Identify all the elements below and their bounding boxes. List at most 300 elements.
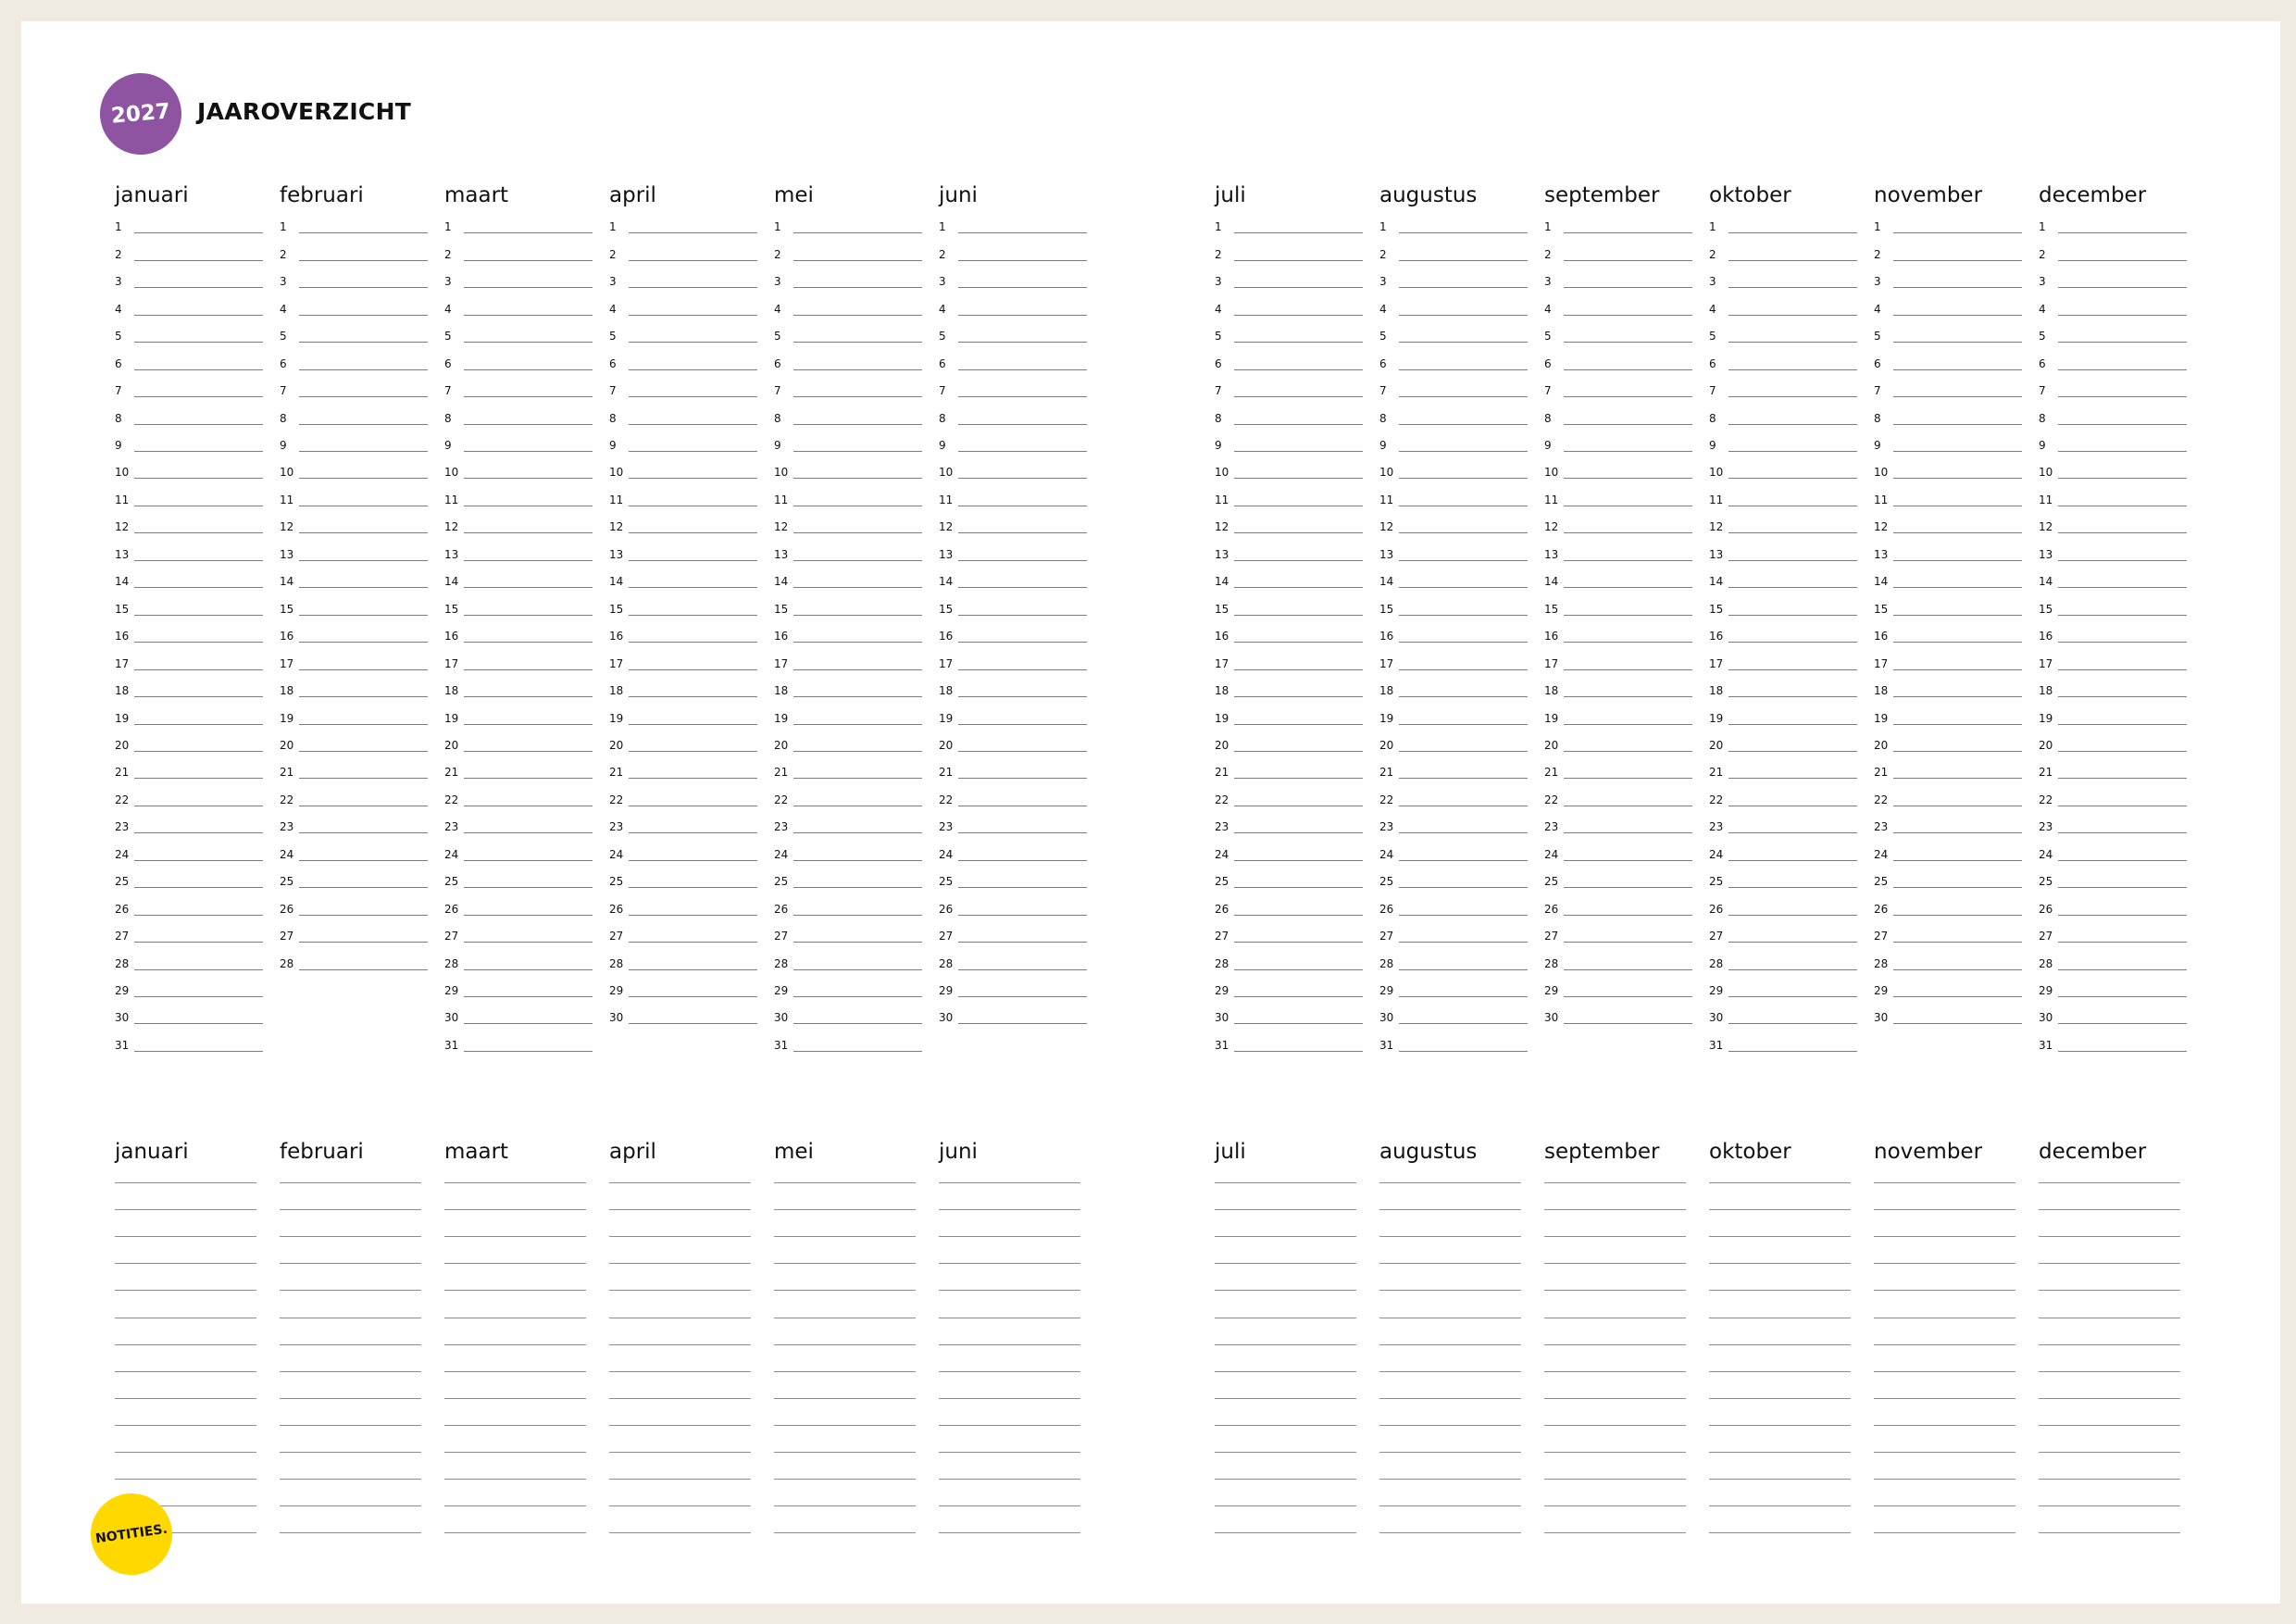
day-row[interactable] xyxy=(939,755,1087,781)
day-row[interactable] xyxy=(444,536,593,563)
day-write-line[interactable] xyxy=(1893,315,2022,316)
day-row[interactable] xyxy=(1709,700,1857,727)
note-line[interactable] xyxy=(444,1290,586,1291)
note-line[interactable] xyxy=(939,1371,1080,1372)
day-write-line[interactable] xyxy=(629,424,757,425)
day-write-line[interactable] xyxy=(299,915,428,916)
day-write-line[interactable] xyxy=(1399,915,1528,916)
day-write-line[interactable] xyxy=(1234,232,1363,233)
day-row[interactable] xyxy=(1709,373,1857,400)
day-row[interactable] xyxy=(939,973,1087,1000)
day-write-line[interactable] xyxy=(793,969,922,970)
day-row[interactable] xyxy=(1544,1000,1692,1027)
day-write-line[interactable] xyxy=(134,342,263,343)
note-line[interactable] xyxy=(2039,1505,2180,1506)
day-write-line[interactable] xyxy=(464,260,593,261)
day-row[interactable] xyxy=(1379,836,1528,863)
day-row[interactable] xyxy=(115,836,263,863)
day-write-line[interactable] xyxy=(1399,342,1528,343)
day-row[interactable] xyxy=(774,345,922,372)
day-write-line[interactable] xyxy=(793,560,922,561)
day-write-line[interactable] xyxy=(1399,1051,1528,1052)
day-row[interactable] xyxy=(774,945,922,972)
day-row[interactable] xyxy=(1874,673,2022,700)
day-write-line[interactable] xyxy=(1893,915,2022,916)
note-line[interactable] xyxy=(1215,1344,1356,1345)
note-line[interactable] xyxy=(939,1290,1080,1291)
day-row[interactable] xyxy=(115,291,263,318)
note-line[interactable] xyxy=(115,1182,256,1183)
day-write-line[interactable] xyxy=(958,996,1087,997)
day-write-line[interactable] xyxy=(134,396,263,397)
day-row[interactable] xyxy=(1874,973,2022,1000)
day-row[interactable] xyxy=(444,345,593,372)
day-row[interactable] xyxy=(444,1000,593,1027)
day-write-line[interactable] xyxy=(1399,969,1528,970)
day-row[interactable] xyxy=(2039,482,2187,509)
note-line[interactable] xyxy=(939,1452,1080,1453)
note-line[interactable] xyxy=(609,1236,751,1237)
day-row[interactable] xyxy=(939,645,1087,672)
day-write-line[interactable] xyxy=(629,751,757,752)
day-row[interactable] xyxy=(1709,455,1857,481)
day-row[interactable] xyxy=(774,373,922,400)
day-row[interactable] xyxy=(1215,673,1363,700)
day-row[interactable] xyxy=(280,755,428,781)
day-row[interactable] xyxy=(774,618,922,645)
day-write-line[interactable] xyxy=(1399,832,1528,833)
note-line[interactable] xyxy=(609,1371,751,1372)
day-row[interactable] xyxy=(1215,945,1363,972)
day-row[interactable] xyxy=(609,700,757,727)
day-write-line[interactable] xyxy=(134,642,263,643)
day-write-line[interactable] xyxy=(134,587,263,588)
day-write-line[interactable] xyxy=(1893,287,2022,288)
day-row[interactable] xyxy=(1874,755,2022,781)
day-write-line[interactable] xyxy=(958,887,1087,888)
day-write-line[interactable] xyxy=(134,478,263,479)
day-row[interactable] xyxy=(1215,428,1363,455)
day-row[interactable] xyxy=(1379,864,1528,891)
day-row[interactable] xyxy=(115,755,263,781)
day-write-line[interactable] xyxy=(958,751,1087,752)
day-write-line[interactable] xyxy=(1234,778,1363,779)
note-line[interactable] xyxy=(1874,1236,2015,1237)
day-write-line[interactable] xyxy=(2058,860,2187,861)
day-row[interactable] xyxy=(1709,509,1857,536)
day-row[interactable] xyxy=(1544,973,1692,1000)
note-line[interactable] xyxy=(609,1263,751,1264)
note-line[interactable] xyxy=(1379,1398,1521,1399)
day-write-line[interactable] xyxy=(1564,260,1692,261)
day-write-line[interactable] xyxy=(1893,232,2022,233)
day-write-line[interactable] xyxy=(1399,369,1528,370)
day-write-line[interactable] xyxy=(1564,315,1692,316)
note-line[interactable] xyxy=(280,1425,421,1426)
day-row[interactable] xyxy=(280,373,428,400)
note-line[interactable] xyxy=(2039,1532,2180,1533)
note-line[interactable] xyxy=(1215,1182,1356,1183)
day-write-line[interactable] xyxy=(134,287,263,288)
day-write-line[interactable] xyxy=(1234,396,1363,397)
day-row[interactable] xyxy=(1215,509,1363,536)
day-write-line[interactable] xyxy=(1399,778,1528,779)
day-write-line[interactable] xyxy=(629,396,757,397)
day-write-line[interactable] xyxy=(793,287,922,288)
day-row[interactable] xyxy=(444,428,593,455)
day-write-line[interactable] xyxy=(958,942,1087,943)
note-line[interactable] xyxy=(280,1263,421,1264)
day-write-line[interactable] xyxy=(629,696,757,697)
day-row[interactable] xyxy=(609,809,757,836)
note-line[interactable] xyxy=(280,1371,421,1372)
day-row[interactable] xyxy=(115,864,263,891)
day-write-line[interactable] xyxy=(2058,887,2187,888)
note-line[interactable] xyxy=(2039,1263,2180,1264)
note-line[interactable] xyxy=(1215,1263,1356,1264)
note-line[interactable] xyxy=(280,1209,421,1210)
note-line[interactable] xyxy=(609,1290,751,1291)
note-line[interactable] xyxy=(1544,1425,1686,1426)
note-line[interactable] xyxy=(115,1290,256,1291)
day-row[interactable] xyxy=(939,509,1087,536)
day-row[interactable] xyxy=(1544,809,1692,836)
day-write-line[interactable] xyxy=(1728,724,1857,725)
day-write-line[interactable] xyxy=(958,532,1087,533)
note-line[interactable] xyxy=(774,1371,916,1372)
day-row[interactable] xyxy=(1544,264,1692,291)
day-write-line[interactable] xyxy=(2058,751,2187,752)
day-write-line[interactable] xyxy=(1728,587,1857,588)
note-line[interactable] xyxy=(1215,1290,1356,1291)
day-row[interactable] xyxy=(115,428,263,455)
day-write-line[interactable] xyxy=(958,915,1087,916)
day-write-line[interactable] xyxy=(1893,996,2022,997)
day-row[interactable] xyxy=(280,236,428,263)
day-row[interactable] xyxy=(609,536,757,563)
day-row[interactable] xyxy=(115,209,263,236)
day-write-line[interactable] xyxy=(793,915,922,916)
day-row[interactable] xyxy=(1215,1000,1363,1027)
day-row[interactable] xyxy=(939,536,1087,563)
day-row[interactable] xyxy=(2039,209,2187,236)
day-row[interactable] xyxy=(1379,400,1528,427)
day-write-line[interactable] xyxy=(134,451,263,452)
day-row[interactable] xyxy=(1379,373,1528,400)
note-line[interactable] xyxy=(1709,1344,1851,1345)
day-write-line[interactable] xyxy=(1893,696,2022,697)
day-row[interactable] xyxy=(774,564,922,591)
day-write-line[interactable] xyxy=(793,315,922,316)
day-row[interactable] xyxy=(115,673,263,700)
note-line[interactable] xyxy=(1874,1371,2015,1372)
note-line[interactable] xyxy=(115,1479,256,1480)
day-write-line[interactable] xyxy=(629,887,757,888)
day-row[interactable] xyxy=(1874,428,2022,455)
day-write-line[interactable] xyxy=(793,424,922,425)
day-row[interactable] xyxy=(280,345,428,372)
day-write-line[interactable] xyxy=(2058,396,2187,397)
note-line[interactable] xyxy=(1379,1236,1521,1237)
day-row[interactable] xyxy=(280,809,428,836)
day-write-line[interactable] xyxy=(2058,778,2187,779)
day-write-line[interactable] xyxy=(464,860,593,861)
day-row[interactable] xyxy=(1874,591,2022,618)
note-line[interactable] xyxy=(1215,1371,1356,1372)
day-write-line[interactable] xyxy=(299,369,428,370)
day-write-line[interactable] xyxy=(1564,642,1692,643)
day-row[interactable] xyxy=(1215,836,1363,863)
day-write-line[interactable] xyxy=(1564,915,1692,916)
day-write-line[interactable] xyxy=(1234,832,1363,833)
day-row[interactable] xyxy=(280,400,428,427)
day-write-line[interactable] xyxy=(464,642,593,643)
day-row[interactable] xyxy=(939,836,1087,863)
day-row[interactable] xyxy=(939,618,1087,645)
day-write-line[interactable] xyxy=(1728,860,1857,861)
note-line[interactable] xyxy=(115,1371,256,1372)
note-line[interactable] xyxy=(1874,1452,2015,1453)
day-row[interactable] xyxy=(1215,236,1363,263)
day-write-line[interactable] xyxy=(629,287,757,288)
day-row[interactable] xyxy=(1874,236,2022,263)
day-write-line[interactable] xyxy=(1728,260,1857,261)
day-row[interactable] xyxy=(1544,645,1692,672)
day-write-line[interactable] xyxy=(1564,451,1692,452)
note-line[interactable] xyxy=(1215,1398,1356,1399)
day-row[interactable] xyxy=(115,591,263,618)
day-row[interactable] xyxy=(1544,700,1692,727)
day-write-line[interactable] xyxy=(958,832,1087,833)
day-row[interactable] xyxy=(2039,1000,2187,1027)
day-row[interactable] xyxy=(939,781,1087,808)
note-line[interactable] xyxy=(1874,1532,2015,1533)
note-line[interactable] xyxy=(939,1505,1080,1506)
note-line[interactable] xyxy=(609,1532,751,1533)
day-row[interactable] xyxy=(609,891,757,918)
note-line[interactable] xyxy=(774,1479,916,1480)
note-line[interactable] xyxy=(609,1344,751,1345)
day-row[interactable] xyxy=(1709,209,1857,236)
day-row[interactable] xyxy=(444,918,593,945)
day-write-line[interactable] xyxy=(1728,915,1857,916)
day-row[interactable] xyxy=(280,482,428,509)
day-write-line[interactable] xyxy=(134,751,263,752)
day-write-line[interactable] xyxy=(464,1023,593,1024)
day-write-line[interactable] xyxy=(2058,832,2187,833)
day-row[interactable] xyxy=(609,291,757,318)
day-row[interactable] xyxy=(2039,428,2187,455)
day-row[interactable] xyxy=(939,264,1087,291)
day-write-line[interactable] xyxy=(2058,560,2187,561)
day-row[interactable] xyxy=(1379,945,1528,972)
day-row[interactable] xyxy=(1544,455,1692,481)
day-row[interactable] xyxy=(609,755,757,781)
day-row[interactable] xyxy=(1709,400,1857,427)
day-row[interactable] xyxy=(1544,428,1692,455)
note-line[interactable] xyxy=(774,1182,916,1183)
day-row[interactable] xyxy=(609,918,757,945)
day-row[interactable] xyxy=(2039,891,2187,918)
day-write-line[interactable] xyxy=(793,887,922,888)
day-write-line[interactable] xyxy=(464,615,593,616)
day-write-line[interactable] xyxy=(1893,451,2022,452)
day-write-line[interactable] xyxy=(1399,669,1528,670)
day-row[interactable] xyxy=(774,291,922,318)
note-line[interactable] xyxy=(1215,1532,1356,1533)
day-write-line[interactable] xyxy=(1234,560,1363,561)
note-line[interactable] xyxy=(939,1209,1080,1210)
day-write-line[interactable] xyxy=(464,832,593,833)
day-write-line[interactable] xyxy=(2058,696,2187,697)
day-write-line[interactable] xyxy=(1728,669,1857,670)
day-write-line[interactable] xyxy=(629,778,757,779)
day-row[interactable] xyxy=(2039,781,2187,808)
day-row[interactable] xyxy=(444,209,593,236)
day-write-line[interactable] xyxy=(2058,669,2187,670)
day-row[interactable] xyxy=(939,482,1087,509)
note-line[interactable] xyxy=(115,1236,256,1237)
day-write-line[interactable] xyxy=(299,615,428,616)
day-write-line[interactable] xyxy=(629,232,757,233)
day-write-line[interactable] xyxy=(134,424,263,425)
note-line[interactable] xyxy=(774,1398,916,1399)
note-line[interactable] xyxy=(1544,1290,1686,1291)
day-row[interactable] xyxy=(1215,918,1363,945)
note-line[interactable] xyxy=(444,1479,586,1480)
day-write-line[interactable] xyxy=(1893,615,2022,616)
day-write-line[interactable] xyxy=(1728,996,1857,997)
day-row[interactable] xyxy=(609,428,757,455)
day-row[interactable] xyxy=(1544,373,1692,400)
day-write-line[interactable] xyxy=(2058,287,2187,288)
day-write-line[interactable] xyxy=(299,778,428,779)
day-write-line[interactable] xyxy=(1234,669,1363,670)
day-write-line[interactable] xyxy=(464,451,593,452)
day-row[interactable] xyxy=(1874,1000,2022,1027)
day-write-line[interactable] xyxy=(299,587,428,588)
day-row[interactable] xyxy=(2039,645,2187,672)
day-row[interactable] xyxy=(115,1028,263,1055)
day-write-line[interactable] xyxy=(958,724,1087,725)
day-write-line[interactable] xyxy=(1564,887,1692,888)
day-write-line[interactable] xyxy=(629,969,757,970)
day-write-line[interactable] xyxy=(2058,260,2187,261)
day-write-line[interactable] xyxy=(1728,396,1857,397)
day-row[interactable] xyxy=(2039,945,2187,972)
note-line[interactable] xyxy=(609,1479,751,1480)
day-row[interactable] xyxy=(774,918,922,945)
day-row[interactable] xyxy=(2039,319,2187,345)
day-row[interactable] xyxy=(774,728,922,755)
day-row[interactable] xyxy=(1379,728,1528,755)
day-row[interactable] xyxy=(1874,564,2022,591)
day-row[interactable] xyxy=(1215,209,1363,236)
day-write-line[interactable] xyxy=(1728,232,1857,233)
day-row[interactable] xyxy=(115,509,263,536)
day-row[interactable] xyxy=(115,345,263,372)
day-row[interactable] xyxy=(1544,236,1692,263)
day-write-line[interactable] xyxy=(1234,1023,1363,1024)
day-row[interactable] xyxy=(1874,891,2022,918)
note-line[interactable] xyxy=(1874,1290,2015,1291)
note-line[interactable] xyxy=(1544,1263,1686,1264)
day-row[interactable] xyxy=(115,781,263,808)
day-row[interactable] xyxy=(115,373,263,400)
day-row[interactable] xyxy=(1379,1028,1528,1055)
day-row[interactable] xyxy=(1544,345,1692,372)
day-write-line[interactable] xyxy=(1234,287,1363,288)
day-write-line[interactable] xyxy=(1399,478,1528,479)
note-line[interactable] xyxy=(1379,1290,1521,1291)
day-write-line[interactable] xyxy=(793,342,922,343)
note-line[interactable] xyxy=(2039,1182,2180,1183)
day-row[interactable] xyxy=(609,509,757,536)
day-write-line[interactable] xyxy=(1564,478,1692,479)
day-write-line[interactable] xyxy=(1399,1023,1528,1024)
day-row[interactable] xyxy=(1709,755,1857,781)
day-row[interactable] xyxy=(444,482,593,509)
day-row[interactable] xyxy=(2039,373,2187,400)
day-row[interactable] xyxy=(2039,591,2187,618)
day-row[interactable] xyxy=(280,700,428,727)
day-row[interactable] xyxy=(1874,319,2022,345)
note-line[interactable] xyxy=(1874,1263,2015,1264)
day-row[interactable] xyxy=(609,455,757,481)
day-write-line[interactable] xyxy=(134,724,263,725)
day-row[interactable] xyxy=(115,482,263,509)
note-line[interactable] xyxy=(1215,1505,1356,1506)
day-write-line[interactable] xyxy=(793,1051,922,1052)
day-write-line[interactable] xyxy=(2058,969,2187,970)
day-write-line[interactable] xyxy=(629,642,757,643)
day-write-line[interactable] xyxy=(958,342,1087,343)
day-write-line[interactable] xyxy=(629,315,757,316)
day-row[interactable] xyxy=(609,1000,757,1027)
day-row[interactable] xyxy=(1215,1028,1363,1055)
day-write-line[interactable] xyxy=(958,478,1087,479)
day-row[interactable] xyxy=(1709,1000,1857,1027)
day-write-line[interactable] xyxy=(629,260,757,261)
day-write-line[interactable] xyxy=(1234,260,1363,261)
day-write-line[interactable] xyxy=(1728,942,1857,943)
day-row[interactable] xyxy=(115,700,263,727)
note-line[interactable] xyxy=(115,1209,256,1210)
day-row[interactable] xyxy=(115,945,263,972)
day-row[interactable] xyxy=(1215,319,1363,345)
day-row[interactable] xyxy=(609,373,757,400)
note-line[interactable] xyxy=(1379,1505,1521,1506)
day-row[interactable] xyxy=(444,591,593,618)
day-row[interactable] xyxy=(774,891,922,918)
day-write-line[interactable] xyxy=(1234,424,1363,425)
day-write-line[interactable] xyxy=(1399,232,1528,233)
day-row[interactable] xyxy=(2039,864,2187,891)
day-write-line[interactable] xyxy=(1399,260,1528,261)
day-row[interactable] xyxy=(609,591,757,618)
day-write-line[interactable] xyxy=(1728,424,1857,425)
day-write-line[interactable] xyxy=(1564,342,1692,343)
day-write-line[interactable] xyxy=(1893,396,2022,397)
day-row[interactable] xyxy=(280,864,428,891)
note-line[interactable] xyxy=(280,1479,421,1480)
day-row[interactable] xyxy=(939,945,1087,972)
day-row[interactable] xyxy=(774,591,922,618)
day-write-line[interactable] xyxy=(299,969,428,970)
day-row[interactable] xyxy=(2039,973,2187,1000)
day-row[interactable] xyxy=(1379,236,1528,263)
note-line[interactable] xyxy=(774,1263,916,1264)
